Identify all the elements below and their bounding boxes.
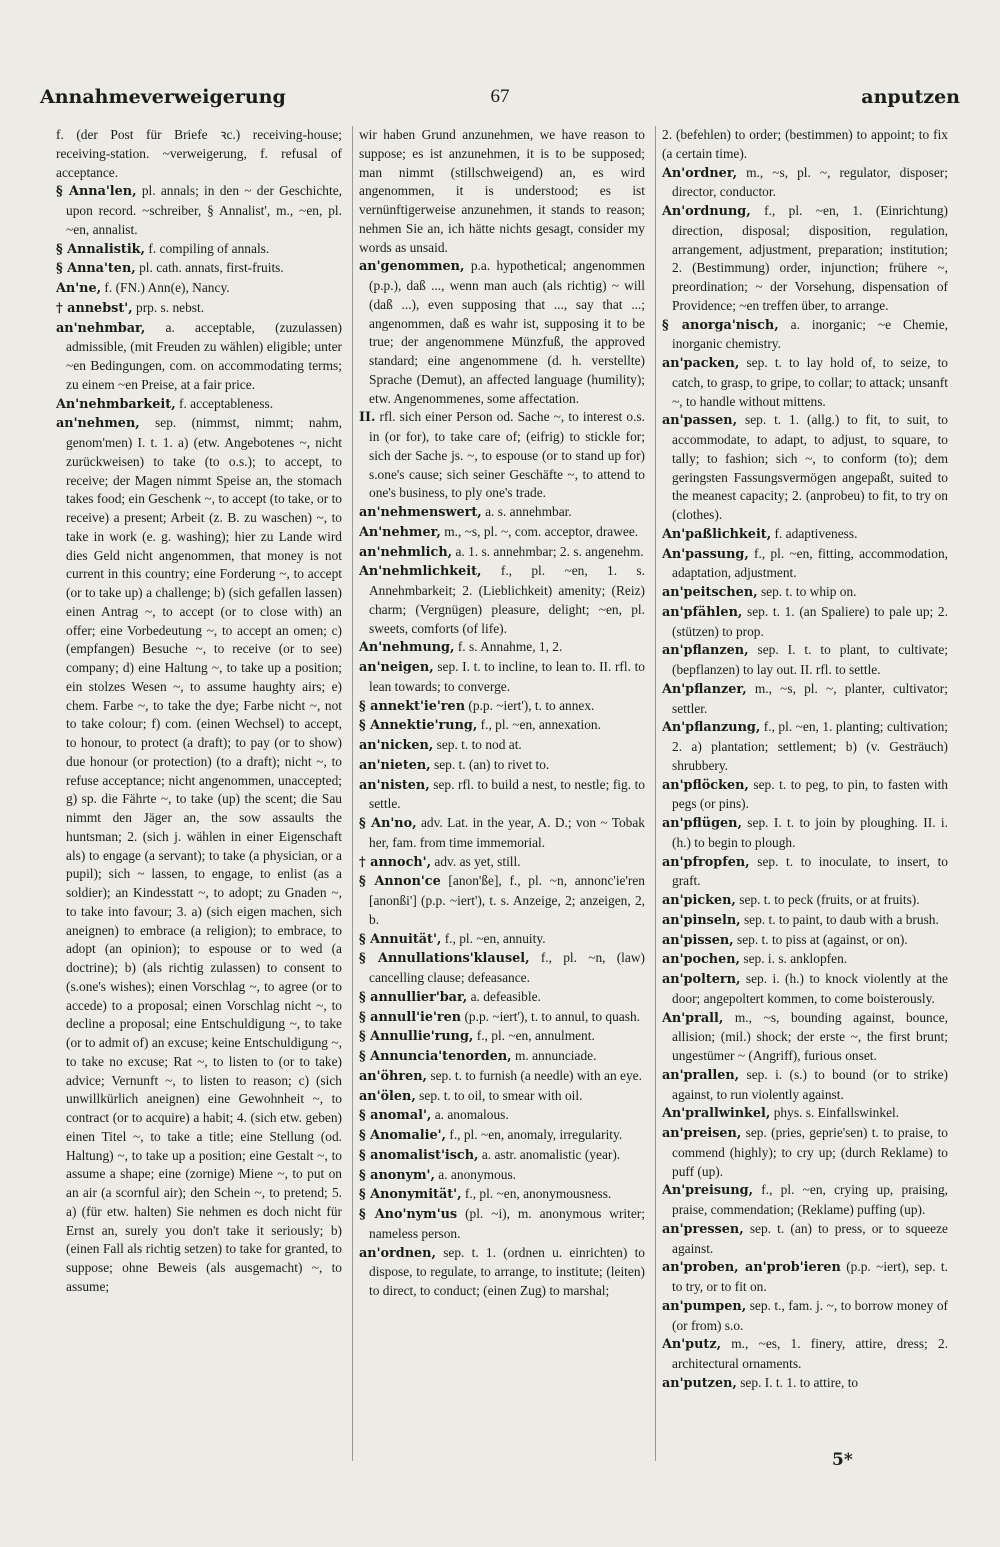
entry-definition: sep. t. to piss at (against, or on). [737,931,908,947]
page-header [40,86,960,118]
entry-headword: an'peitschen, [662,585,758,600]
entry-headword: an'proben, an'prob'ieren [662,1260,841,1276]
entry-headword: An'nehmbarkeit, [56,396,176,412]
dictionary-entry [662,411,948,525]
entry-headword: an'pissen, [662,932,734,948]
entry-headword: an'neigen, [359,660,434,675]
entry-definition: a. anonymous. [438,1166,517,1182]
dictionary-entry [56,395,342,415]
entry-definition: sep. t. 1. (ordnen u. einrichten) to dispose, to regulate, to arrange, to institute; (leiten) to direct, to conduct; (einen Zug) to marshal; [369,1244,645,1298]
entry-headword: an'picken, [662,893,736,908]
entry-definition: m., ~s, bounding against, bounce, allision; (mil.) shock; der erste ~, the first brunt; ungestümer ~ (Angriff), furious onset. [672,1009,948,1063]
entry-definition: f., pl. ~en, annexation. [480,717,601,733]
dictionary-entry [359,988,645,1008]
entry-definition: sep. t. (an) to press, or to squeeze against. [672,1220,948,1256]
entry-definition: sep. t. to inoculate, to insert, to graft. [672,853,948,889]
dictionary-entry [56,259,342,279]
entry-definition: sep. I. t. to plant, to cultivate; (bepflanzen) to lay out. II. rfl. to settle. [672,642,948,677]
entry-headword: § annull'ie'ren [359,1009,462,1025]
dictionary-entry [662,891,948,911]
dictionary-entry [359,543,645,563]
entry-headword: an'nehmlich, [359,544,453,560]
entry-headword: an'putzen, [662,1375,737,1391]
entry-definition: a. acceptable, (zuzulassen) admissible, (mit Freuden zu wählen) eligible; unter ~en Bedingungen, com. on accommodating terms; zu einem ~en Preise, at a fair price. [66,319,342,392]
entry-definition: f., pl. ~en, anomaly, irregularity. [449,1127,623,1142]
entry-headword: an'öhren, [359,1068,427,1084]
entry-definition: a. anomalous. [434,1107,509,1123]
entry-headword: An'ne, [56,281,102,296]
entry-headword: an'nicken, [359,738,434,753]
entry-definition: f. (FN.) Ann(e), Nancy. [104,280,230,295]
dictionary-entry [359,1067,645,1087]
entry-definition: a. defeasible. [470,988,541,1004]
dictionary-entry [359,776,645,815]
dictionary-entry [359,1185,645,1205]
entry-headword: an'pfropfen, [662,854,750,870]
dictionary-entry [359,1126,645,1146]
entry-headword: † annoch', [359,854,432,870]
entry-definition: (pl. ~i), m. anonymous writer; nameless person. [369,1206,645,1241]
entry-definition: m., ~s, pl. ~, regulator, disposer; director, conductor. [672,164,948,200]
entry-definition: 2. (befehlen) to order; (bestimmen) to appoint; to fix (a certain time). [662,127,948,161]
entry-definition: f., pl. ~en, 1. planting; cultivation; 2. a) plantation; settlement; b) (v. Gesträuch) shrubbery. [672,719,948,773]
entry-headword: An'pflanzung, [662,720,761,736]
dictionary-entry [662,1104,948,1124]
entry-headword: § Ano'nym'us [359,1207,458,1222]
dictionary-entry [359,853,645,873]
dictionary-entry [359,562,645,638]
dictionary-entry [359,1008,645,1028]
entry-definition: sep. t., fam. j. ~, to borrow money of (or from) s.o. [672,1297,948,1333]
entry-definition: sep. rfl. to build a nest, to nestle; fig. to settle. [369,776,645,812]
entry-headword: An'pflanzer, [662,681,747,697]
entry-definition: f. s. Annahme, 1, 2. [457,639,563,655]
entry-definition: sep. t. to oil, to smear with oil. [419,1087,583,1103]
entry-definition: sep. t. to peck (fruits, or at fruits). [739,892,920,907]
dictionary-entry [359,658,645,697]
entry-definition: m., ~s, pl. ~, planter, cultivator; settler. [672,680,948,716]
entry-definition: pl. cath. annats, first-fruits. [139,260,284,276]
entry-headword: An'nehmer, [359,524,441,540]
running-head-right: anputzen [861,86,960,108]
entry-definition: pl. annals; in den ~ der Geschichte, upon record. ~schreiber, § Annalist', m., ~en, pl. ~en, annalist. [66,183,342,237]
dictionary-entry [662,814,948,853]
dictionary-entry [359,736,645,756]
dictionary-entry [359,697,645,717]
entry-definition: f., pl. ~n, (law) cancelling clause; defeasance. [369,950,645,985]
entry-headword: An'putz, [662,1337,722,1353]
entry-headword: § Annalistik, [56,241,145,257]
entry-definition: sep. t. to furnish (a needle) with an eye. [430,1067,642,1083]
entry-definition: phys. s. Einfallswinkel. [773,1105,900,1121]
entry-headword: § Annuncia'tenorden, [359,1049,512,1064]
entry-headword: § Annullations'klausel, [359,951,530,967]
entry-headword: an'pochen, [662,952,740,968]
entry-headword: an'nehmbar, [56,320,146,336]
dictionary-entry [359,1244,645,1301]
entry-headword: an'pumpen, [662,1298,747,1314]
entry-headword: § annullier'bar, [359,989,468,1005]
entry-headword: An'preisung, [662,1183,754,1199]
dictionary-entry [662,718,948,775]
entry-headword: II. [359,410,376,426]
entry-definition: sep. (nimmst, nimmt; nahm, genom'men) I. t. 1. a) (etw. Angebotenes ~, nicht zurückweisen) to take (to o.s.); to accept, to receive; der Magen nimmt Speise an, the stomach takes food; ein Geschenk ~, to accept (to take, or to receive) a present; Arbeit (z. B. zu waschen) ~, to take in work (e. g. washing); hier zu Lande wird dies Geld nicht angenommen, that money is not current in this country; eine Forderung ~, to accept (or to take up) a challenge; b) (sich gefallen lassen) einen Antrag ~, to accept (or to close with) an offer; eine Vorbedeutung ~, to accept an omen; c) (empfangen) Besuche ~, to receive (or to see) company; d) eine Haltung ~, to take up a position; ein stolzes Wesen ~, to assume haughty airs; e) chem. Farbe ~, to take the dye; Farbe nicht ~, not to take colour; f) com. (einen Wechsel) to accept, to honour, to protect (a draft); to pay (or to show) due honour (or protection) (to a draft); nicht ~, to refuse acceptance; nicht angenommen, unaccepted; g) sp. die Fährte ~, to take (up) the scent; die Sau nimmt den Jäger an, the sow assaults the huntsman; 2. (sich j. wählen in einer Eigenschaft als) to engage (a servant); to take (a physician, or a pupil); sich ~ lassen, to engage, to enlist (as a soldier); an Kindesstatt ~, to adopt; zu Gnaden ~, to take into favour; 3. a) (sich eigen machen, sich aneignen) to embrace (a religion); to embrace, to adopt (an opinion); to espouse or to wed (a doctrine); b) (als richtig zulassen) to consent to (s.one's wishes); einen Vorschlag ~, to agree (or to accede) to a proposal; einen Vorschlag nicht ~, to decline a proposal; eine Entschuldigung ~, to take (or to admit of) an excuse; keine Entschuldigung ~, to take no excuse; Rat ~, to listen to (or to take) advice; Vernunft ~, to listen to reason; c) (sich unwillkürlich aneignen) eine Gewohnheit ~, to contract (or to acquire) a habit; 4. (sich etw. geben) einen Titel ~, to take a title; eine Stellung (od. Haltung) ~, to take up a position; eine Gestalt ~, to assume a shape; eine (zornige) Miene ~, to put on an air (a scornful air); den Schein ~, to pretend; 5. a) (für etw. halten) Sie nehmen es doch nicht für Ernst an, surely you don't take it seriously; b) (einen Fall als richtig setzen) to take for granted, to suppose; ohne Beweis (als ausgemacht) ~, to assume; [66,415,342,1294]
entry-definition: a. inorganic; ~e Chemie, inorganic chemistry. [672,316,948,352]
dictionary-entry [359,930,645,950]
entry-definition: (p.p. ~iert'), t. to annul, to quash. [464,1008,640,1024]
dictionary-entry [662,950,948,970]
dictionary-entry [56,126,342,182]
column-1 [56,126,342,1466]
entry-headword: An'prall, [662,1010,724,1026]
dictionary-entry [56,414,342,1296]
dictionary-entry [662,1009,948,1066]
entry-definition: f., pl. ~en, 1. s. Annehmbarkeit; 2. (Lieblichkeit) amenity; (Reiz) charm; (Vergnügen) pleasure, delight; ~en, pl. sweets, comforts (of life). [369,563,645,636]
entry-definition: sep. I. t. 1. to attire, to [740,1374,859,1390]
dictionary-entry [662,1181,948,1220]
entry-headword: an'pflöcken, [662,777,749,793]
entry-headword: An'ordner, [662,165,738,181]
entry-definition: f. adaptiveness. [774,525,858,541]
entry-headword: an'pinseln, [662,912,741,928]
entry-definition: m., ~es, 1. finery, attire, dress; 2. architectural ornaments. [672,1336,948,1371]
dictionary-entry [662,970,948,1009]
entry-headword: an'genommen, [359,259,465,275]
page-number: 67 [490,86,510,107]
entry-definition: f., pl. ~en, anonymousness. [464,1186,612,1202]
entry-headword: § Annullie'rung, [359,1029,474,1045]
dictionary-entry [56,240,342,260]
entry-headword: An'nehmlichkeit, [359,564,482,580]
entry-headword: An'prallwinkel, [662,1106,771,1122]
entry-headword: § Anonymität', [359,1187,462,1203]
entry-headword: an'packen, [662,356,740,371]
column-rule [655,126,656,1461]
entry-definition: adv. as yet, still. [434,853,521,869]
entry-headword: § annekt'ie'ren [359,698,465,714]
dictionary-entry [662,164,948,203]
entry-headword: § anomal', [359,1108,432,1124]
entry-definition: adv. Lat. in the year, A. D.; von ~ Tobak her, fam. from time immemorial. [369,815,645,850]
dictionary-entry [662,680,948,719]
column-3 [662,126,948,1466]
entry-headword: an'passen, [662,413,738,429]
entry-definition: m. annunciade. [515,1048,597,1063]
dictionary-entry [359,1047,645,1067]
dictionary-entry [359,949,645,988]
entry-headword: An'passung, [662,546,749,562]
dictionary-entry [359,872,645,929]
entry-definition: [anon'ße], f., pl. ~n, annonc'ie'ren [anonßi'] (p.p. ~iert'), t. s. Anzeige, 2; anzeigen, 2, b. [369,873,645,927]
entry-definition: prp. s. nebst. [136,299,205,315]
entry-definition: sep. I. t. to join by ploughing. II. i. (h.) to begin to plough. [672,815,948,850]
dictionary-entry [662,1297,948,1336]
entry-definition: sep. t. 1. (an Spaliere) to pale up; 2. (stützen) to prop. [672,603,948,639]
entry-definition: f. compiling of annals. [148,240,270,256]
dictionary-entry [662,583,948,603]
entry-headword: an'pressen, [662,1221,744,1237]
entry-headword: an'nehmen, [56,416,140,432]
dictionary-entry [56,319,342,395]
dictionary-entry [662,853,948,892]
entry-headword: an'pfählen, [662,604,743,620]
entry-headword: an'prallen, [662,1067,740,1083]
entry-headword: § Annektie'rung, [359,718,478,734]
dictionary-entry [662,641,948,680]
entry-definition: a. s. annehmbar. [485,504,572,519]
dictionary-entry [662,776,948,815]
dictionary-entry [662,911,948,931]
dictionary-entry [662,1124,948,1181]
dictionary-entry [662,1335,948,1374]
entry-headword: § Annuität', [359,931,442,947]
dictionary-entry [359,638,645,658]
entry-definition: rfl. sich einer Person od. Sache ~, to interest o.s. in (or for), to take care of; (eifrig) to stickle for; sich der Sache js. ~, to espouse (or to stand up for) s.one's cause; sich seiner Geschäfte ~, to attend to one's business, to ply one's trade. [369,409,645,501]
dictionary-entry [56,299,342,319]
entry-definition: sep. (pries, geprie'sen) t. to praise, to commend (highly); to cry up; (durch Reklame) to puff (up). [672,1125,948,1179]
entry-definition: f. (der Post für Briefe ꝛc.) receiving-house; receiving-station. ~verweigerung, f. refusal of acceptance. [56,127,342,180]
dictionary-entry [359,126,645,257]
column-rule [352,126,353,1461]
entry-headword: § Annon'ce [359,874,441,890]
dictionary-entry [359,1205,645,1244]
entry-headword: § anonym', [359,1167,435,1183]
entry-definition: f., pl. ~en, annuity. [444,930,546,946]
dictionary-entry [662,354,948,411]
dictionary-entry [359,408,645,503]
dictionary-entry [359,1166,645,1186]
entry-definition: sep. i. (s.) to bound (or to strike) against, to run violently against. [672,1066,948,1102]
entry-headword: an'nehmenswert, [359,505,482,520]
entry-definition: f., pl. ~en, annulment. [476,1028,595,1044]
entry-definition: f., pl. ~en, 1. (Einrichtung) direction, disposal; disposition, regulation, arrangement, adjustment, preparation; institution; 2. (Bestimmung) order, injunction; frühere ~, preordination; ~ der Vorsehung, dispensation of Providence; ~en treffen über, to arrange. [672,203,948,313]
dictionary-entry [662,1066,948,1105]
entry-headword: § anorga'nisch, [662,317,779,333]
entry-definition: f. acceptableness. [179,395,274,411]
entry-definition: sep. i. s. anklopfen. [743,951,848,967]
entry-definition: sep. t. to nod at. [436,737,522,752]
entry-headword: § Anomalie', [359,1128,446,1143]
entry-definition: sep. t. (an) to rivet to. [434,756,550,772]
entry-definition: p.a. hypothetical; angenommen (p.p.), daß ..., wenn man auch (als richtig) ~ will (daß ...), even supposing that ..., say that ...; angenommen, daß es wahr ist, supposing it to be true; der angenommene Münzfuß, the approved standard; eine angenommene (d. h. verstellte) Sprache (Demut), an affected language (humility); etw. Angenommenes, some affectation. [369,258,645,406]
entry-headword: an'nieten, [359,757,431,773]
dictionary-entry [359,257,645,408]
dictionary-entry [662,126,948,164]
entry-definition: sep. i. (h.) to knock violently at the door; angepoltert kommen, to come boisterously. [672,971,948,1006]
dictionary-entry [662,525,948,545]
dictionary-entry [56,182,342,239]
entry-headword: an'ordnen, [359,1245,436,1261]
entry-headword: § Anna'ten, [56,261,136,277]
entry-headword: An'paßlichkeit, [662,526,772,542]
column-2 [359,126,645,1466]
dictionary-entry [359,1027,645,1047]
entry-definition: sep. t. to lay hold of, to seize, to catch, to grasp, to gripe, to collar; to attack; unsanft ~, to handle without mittens. [672,355,948,409]
entry-definition: a. 1. s. annehmbar; 2. s. angenehm. [455,543,644,559]
entry-definition: sep. t. to whip on. [760,584,857,599]
entry-headword: An'ordnung, [662,204,751,219]
dictionary-entry [662,1220,948,1259]
signature-mark: 5* [832,1450,853,1470]
entry-headword: § An'no, [359,816,417,831]
dictionary-entry [662,1374,948,1394]
entry-headword: § Anna'len, [56,184,137,200]
entry-headword: § anomalist'isch, [359,1147,479,1163]
text-columns [56,126,948,1466]
dictionary-entry [359,503,645,523]
dictionary-entry [662,1258,948,1297]
entry-definition: f., pl. ~en, fitting, accommodation, adaptation, adjustment. [672,545,948,581]
entry-headword: an'ölen, [359,1088,416,1104]
entry-definition: wir haben Grund anzunehmen, we have reason to suppose; es ist anzunehmen, it is to be supposed; man nimmt (stillschweigend) an, es wird angenommen, it is understood; es ist vernünftigerweise anzunehmen, it stands to reason; nehmen Sie an, ich hätte nichts gesagt, consider my words as unsaid. [359,127,645,255]
dictionary-entry [359,756,645,776]
dictionary-entry [662,316,948,355]
entry-definition: (p.p. ~iert'), t. to annex. [468,697,595,713]
entry-headword: † annebst', [56,300,133,316]
dictionary-entry [662,603,948,642]
entry-definition: sep. I. t. to incline, to lean to. II. rfl. to lean towards; to converge. [369,659,645,694]
entry-definition: sep. t. to peg, to pin, to fasten with pegs (or pins). [672,776,948,812]
dictionary-entry [662,545,948,584]
dictionary-entry [359,814,645,853]
entry-headword: an'preisen, [662,1126,742,1141]
dictionary-entry [359,1106,645,1126]
entry-definition: a. astr. anomalistic (year). [481,1146,621,1162]
dictionary-entry [662,202,948,316]
entry-headword: an'nisten, [359,777,430,793]
dictionary-entry [359,523,645,543]
entry-headword: an'pflanzen, [662,643,749,659]
running-head-left: Annahmeverweigerung [40,86,286,108]
dictionary-entry [359,716,645,736]
dictionary-entry [56,279,342,299]
dictionary-entry [662,931,948,951]
entry-definition: sep. t. to paint, to daub with a brush. [743,911,939,927]
entry-headword: an'poltern, [662,972,741,987]
entry-definition: m., ~s, pl. ~, com. acceptor, drawee. [444,523,639,539]
dictionary-entry [359,1087,645,1107]
dictionary-entry [359,1146,645,1166]
entry-definition: f., pl. ~en, crying up, praising, praise, commendation; (Reklame) puffing (up). [672,1182,948,1217]
entry-definition: sep. t. 1. (allg.) to fit, to suit, to accommodate, to adapt, to adjust, to square, to tally; to fashion; sich ~, to conform (to); dem geringsten Fassungsvermögen angepaßt, suited to the meanest capacity; 2. (anprobeu) to fit, to try on (clothes). [672,412,948,522]
entry-headword: an'pflügen, [662,816,742,831]
entry-definition: (p.p. ~iert), sep. t. to try, or to fit on. [672,1259,948,1294]
entry-headword: An'nehmung, [359,640,455,656]
